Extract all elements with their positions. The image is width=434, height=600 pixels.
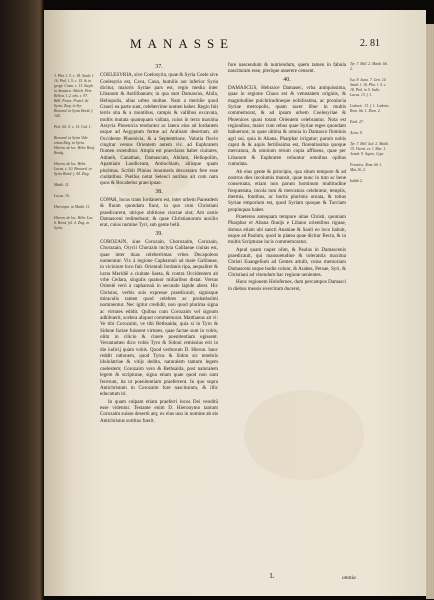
margin-note: Hieron. de loc. Hebr. Lucas. c. 10. Brocard. in Syria Breid. f. 44. Zieg. [54, 162, 92, 176]
margin-note: Hieron. de loc. Hebr. Luc. 6. Breid. fol. 4. Zieg. in Syria. [54, 216, 94, 230]
section-number: 40. [283, 76, 291, 83]
section-text: Ab eius gente & principio, qua situm tempore & ad nostros dies incolumis mansit, quae nunc in tuto ac bene conseruata, etiam non parum hominum multitudine frequentata, incola tum & mercatura celebratur, templis, thermis, fontibus, ac hortis plurimis ornata, & totius Syriae emporium est, quod Syriam quoque & Turciam propinquas habet. [228, 168, 346, 213]
section-text: COPAR, locus trans Iordanem est, inter urbem Paneadem & fluum quondam fiunt, in quo cum Christiani praedicarent, utrique oblitione cinctae sint; Am orstis Damasceni redimebant; & quae Christianorum auxilio erat, cuius nomine Tyri, sub gente belli. [100, 196, 218, 229]
margin-note: Ezek. 27. [350, 120, 364, 124]
margin-note: 3. Plin. l. 5. c. 18. Strab. l. 16. Ptol. l. 5. c. 15. & in geogr. Cosm. c. 13. Steph. in Amusieo. Adrich. Petr. Bellon. l. 2. obs. c. 97. Bibl. Franc. Postel. de Syria. Zieg. in Syr. Brocard. in Syria Breid. f. 144. [54, 74, 95, 118]
right-margin-notes [350, 62, 390, 562]
left-column [100, 62, 218, 562]
page-edges [426, 24, 434, 599]
left-margin-notes [54, 74, 96, 534]
section-text: Praeterea antequam tempore uitae Christi, quoniam Pharphar et Abana fluuijs e Libano orientibus riguae, domus etiam ubi sancti Ananiae & Sauli eo loco habuit, usque ad Paulum, quod in platea quae dicitur Recta, & in multis Scripturae locis commemoratur. [228, 213, 346, 246]
signature-mark: L [270, 572, 275, 580]
section-text: Apud quam nuper olim, & Paulus in Damascenis praedicauit, qui mansuetudine & tolerantia maxima Christi Euangelium ad Gentes attulit, cuius memoriam Damasceni usque hodie colunt, & Arabes, Persae, Syri, & Christiani ad visendum hac regione uenientes. [228, 246, 346, 278]
section-number: 39. [155, 230, 163, 237]
margin-note: Actor. 9. [350, 131, 363, 135]
margin-note: Matth. 11. [54, 183, 70, 187]
margin-note: Hieronym. in Matth. 11. [54, 205, 91, 209]
margin-note: Ptol. lib. 5. c. 15. Gal. 1. [54, 125, 92, 129]
catchword: omnia [342, 575, 356, 581]
running-head: MANASSE [130, 36, 235, 51]
section-text: Hunc regionem Holofernes, dum percampos Damasci in diebus messis exercitum duceret, [228, 279, 346, 292]
right-column [228, 62, 346, 547]
section-text: COROZAIN, siue Corozain, Chorozaim, Corozain, Chorazain, Orycii Chorazin inclyta Galilaeae ciuitas est, quae inter duas celeberrimas vrbes Decapoleos numeratur. Vix à regione Capharnaū ad mare Galilaeae, in viciniore loco fuit. Orientali Iordanis ripa, aequaliter & iuxta Meridiē a ciuitate Saeta, & contra Occidentem ab vrbe Cedara, singulis quatuor miliaribus distat. Versus Orientē verò à capharnaū in secundo lapide abest. Hic Christus, verbis suis expresse praedicauit, signisque miraculis tamen quod celebres ac probatissimi nominentur. Nec igitur credidit, non quod plurima signa ac virtutes edidit. Quibus cum Corozaim vel signum adhibuerit, scelera aliquot commemorat. Matthaeus ait vi: Ve tibi Corozaim, ve tibi Bethsaida; quia si in Tyro & Sidone factae fuissent virtutes, quae factae sunt in vobis, olim in cilicio & cinere poenitentiam egissent. Veruntamen dico vobis Tyro & Sidoni remissius erit in die iudicij quàm vobis. Quod verborum D. Hieron. hanc reddit rationem, quod Tyrus & Sidon sic tenebris idololatriae & vitijs dedita, naturalem tantum legem caelestem; Corozaim vero & Bethsaida, post naturalem legem & scripturae, signa etiam quae quod non sunt fecerunt, ita ut poenitentiam praeferrent. In quo supra Antichristum in Corozaim fore nasciturum, & illic educatum iri. [100, 238, 218, 398]
section-number: 37. [155, 64, 163, 70]
margin-note: Brocard. in Syria Vide etiam Zieg. in Syria. Hieron. de loc. Hebr. Bonf. Bredg. [54, 136, 95, 155]
margin-note: Francisc. Rom. lib 1. Mat.16. 2. [350, 163, 383, 172]
margin-note: Isa. 8. Isaia. 7. Gen. 14. Strab. l. 16. Plin. l. 5. c. 18. Ptol. in 5. Indic. Lucas. 13. f. 1. [350, 78, 387, 97]
section-text: In quam culpam etiam praeferri locos Dei venditū esse videntur. Testante enim D. Hieronymo tantum Corozaim suisse desertū atq; ex eius uno in nomine ab eis Antichristus sortitus fuerit. [100, 398, 218, 424]
margin-note: Lodovic. 13. f. 1. Lodovic. Rom. lib. 1. Dom. 2. [350, 104, 390, 113]
page-number: 2. 81 [360, 38, 380, 49]
margin-note: Iudith 2. [350, 179, 363, 183]
section-text: COELESYRIA, sive Coelosyria, quae & Syria Coele sive Coelesyria est, Cava, Caua, humilis aut inferior Syria dicitur, maioris Syriae pars est, regio media inter Libanum & Antilibanum; in qua sunt Damascus, Abila, Heliopolis, alias urbes multae. Nam a meridie quod Graeci ea parte sunt, celeberrime nomen habet. Regio fuit terris sita & a montibus, campis & vallibus excavata, multis mutata quamquam vallata, cuius in terra maxima Assyria Phoenicia tenduntur ac latera eius ad Iordanem usque ad Aegyptum ferme ad Arabiam desertam, ab Occidente Phoenicia, & a Septentrione, Valutia fluvio cingitur versus Orientem autem vic. ad Euphratem flumen extenditur. Ampla est praeclaras habet ciuitates, Adraeh, Canathan, Damascum, Abilam, Heliopolim, Apamiam Laodiceam, Antiochiam, aliisque quam plurimas. Scribit Plinius innumeris decoratam fere esse ciuitatibus. Psellus notat Seleuci auribus ait cum natu quos & Bocabelus praecipuae. [100, 72, 218, 187]
section-text: DAMASCUS, Hebraice Damasec, vrba antiquissima, quae in regione Chaos est & vetustatem originis, & magnitudine pulchritudineque nobilissima, ac prouincia Syriae metropolis, quam sacer liber in multis commemorat, & ad ipsam urbem Coelesyriae & Phoenices quasi totam Orientem celebrantur. Nota est regionibus, maior cum rebus quae Syriae reges quondam habuerunt; in quae ultima & omnia in Damasco fluminis agri sui, quia in Abana, Pharphar irrigatur; parum nobis caput & & aquis fertilissima est, florentissima quoque mercatura, & omnium rerum copia affluens, quae per Libanum & Euphraten vehuntur omnibus opibus cumulata. [228, 85, 346, 168]
section-text: fore nascendum & nutriendum, quem tamen in fabula nascituram esse, plerique asserere censent. [228, 62, 346, 75]
margin-note: Lucas. 10. [54, 194, 70, 198]
section-number: 38. [155, 188, 163, 195]
margin-note: Tyr. 7. Bell. Iud. 2. Matth. 15. Vicent. ex. l. Mar. 1. Jonah. 9. Aquin. Cypr. [350, 142, 390, 156]
margin-note: Tyr. 7. Bell. 2. Matth. lib. 2. [350, 62, 389, 71]
